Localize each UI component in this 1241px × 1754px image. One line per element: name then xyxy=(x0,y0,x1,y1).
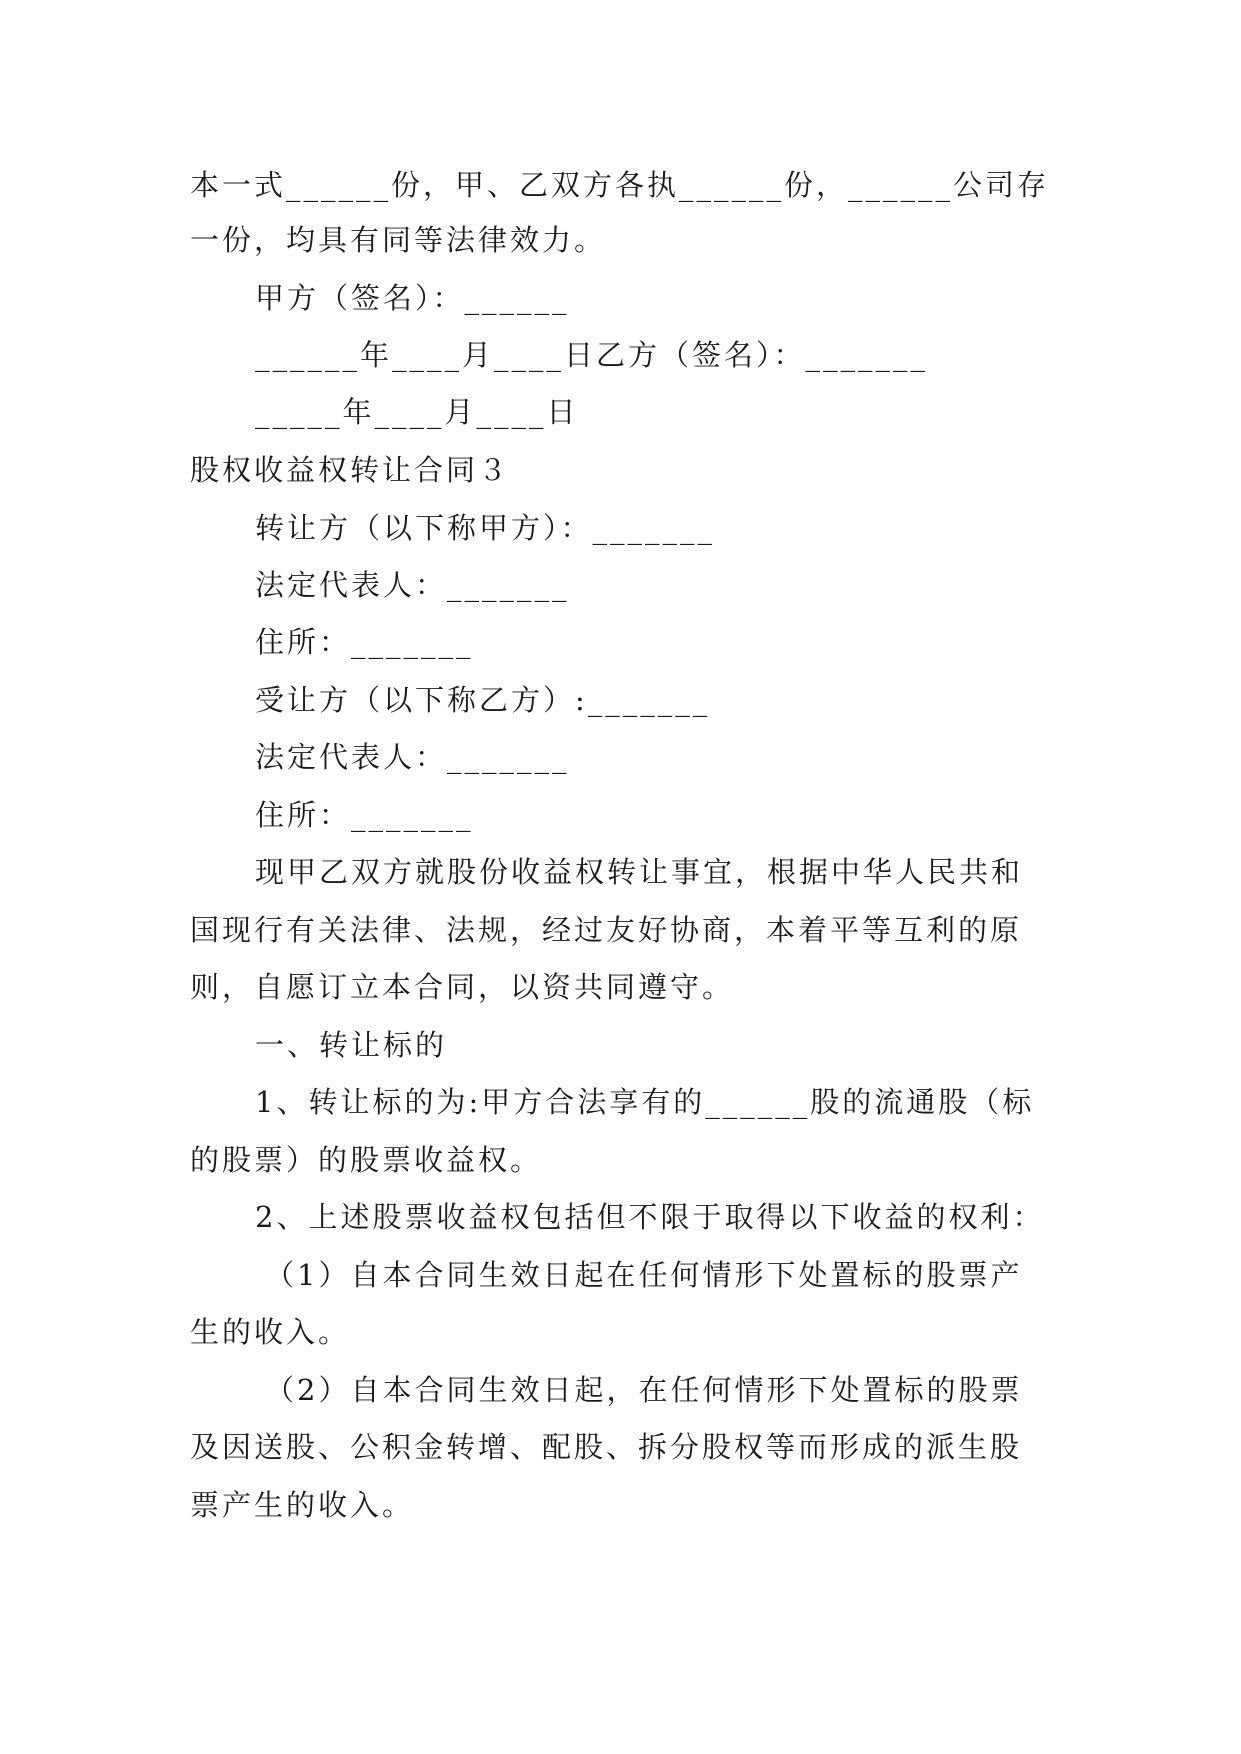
party-a-signature: 甲方（签名）：______ xyxy=(255,281,570,315)
clause-2: 2、上述股票收益权包括但不限于取得以下收益的权利： xyxy=(255,1200,1045,1234)
date-party-b-signature: ______年____月____日乙方（签名）：_______ xyxy=(255,338,929,372)
clause-1-line2: 的股票）的股票收益权。 xyxy=(190,1143,543,1177)
preamble-line2: 国现行有关法律、法规，经过友好协商，本着平等互利的原 xyxy=(190,913,1023,947)
transferee-field: 受让方（以下称乙方）:_______ xyxy=(255,683,711,717)
legal-rep-field-b: 法定代表人：_______ xyxy=(255,740,570,774)
address-field-a: 住所：_______ xyxy=(255,625,474,659)
item-2-line2: 及因送股、公积金转增、配股、拆分股权等而形成的派生股 xyxy=(190,1430,1023,1464)
section-heading-subject: 一、转让标的 xyxy=(255,1028,448,1062)
paragraph-copies-line2: 一份，均具有同等法律效力。 xyxy=(190,223,607,257)
item-1-line1: （1）自本合同生效日起在任何情形下处置标的股票产 xyxy=(265,1258,1023,1292)
transferor-field: 转让方（以下称甲方）：_______ xyxy=(255,511,716,545)
item-2-line1: （2）自本合同生效日起，在任何情形下处置标的股票 xyxy=(265,1373,1023,1407)
contract-title: 股权收益权转让合同３ xyxy=(190,453,511,487)
preamble-line1: 现甲乙双方就股份收益权转让事宜，根据中华人民共和 xyxy=(255,855,1024,889)
legal-rep-field-a: 法定代表人：_______ xyxy=(255,568,570,602)
paragraph-copies-line1: 本一式______份，甲、乙双方各执______份，______公司存 xyxy=(190,168,1050,202)
clause-1-line1: 1、转让标的为:甲方合法享有的______股的流通股（标 xyxy=(255,1085,1035,1119)
address-field-b: 住所：_______ xyxy=(255,798,474,832)
date-line: _____年____月____日 xyxy=(255,395,579,429)
item-2-line3: 票产生的收入。 xyxy=(190,1488,415,1522)
item-1-line2: 生的收入。 xyxy=(190,1315,351,1349)
preamble-line3: 则，自愿订立本合同，以资共同遵守。 xyxy=(190,970,735,1004)
